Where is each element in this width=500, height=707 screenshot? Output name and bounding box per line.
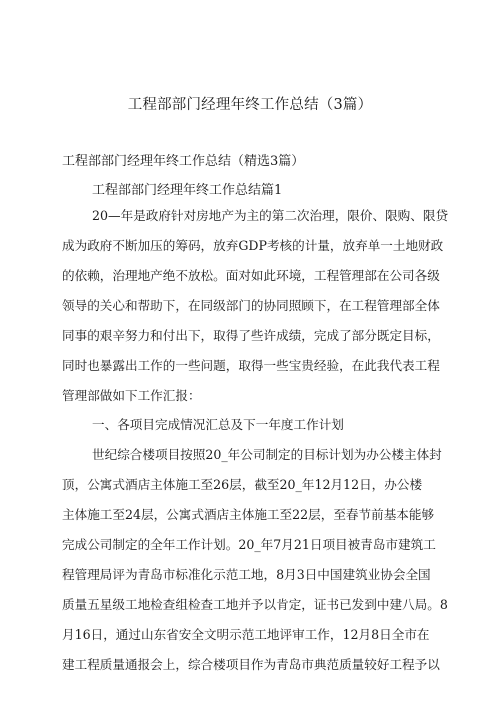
paragraph-line: 主体施工至24层，公寓式酒店主体施工至22层，至春节前基本能够 (62, 507, 435, 522)
paragraph-line: 领导的关心和帮助下，在同级部门的协同照顾下，在工程管理部全体 (62, 298, 440, 313)
paragraph-line: 月16日，通过山东省安全文明示范工地评审工作，12月8日全市在 (62, 627, 430, 642)
paragraph-line: 管理部做如下工作汇报： (62, 388, 201, 403)
paragraph-line: 同时也暴露出工作的一些问题，取得一些宝贵经验，在此我代表工程 (62, 358, 440, 373)
paragraph-line: 成为政府不断加压的筹码，放弃GDP考核的计量，放弃单一土地财政 (62, 238, 444, 253)
section-heading: 一、各项目完成情况汇总及下一年度工作计划 (92, 417, 344, 432)
paragraph-line: 质量五星级工地检查组检查工地并予以肯定，证书已发到中建八局。8 (62, 597, 448, 612)
document-title: 工程部部门经理年终工作总结（3篇） (127, 97, 373, 113)
paragraph-line: 20—年是政府针对房地产为主的第二次治理，限价、限购、限贷 (92, 208, 449, 223)
paragraph-line: 完成公司制定的全年工作计划。20_年7月21日项目被青岛市建筑工 (62, 537, 436, 552)
document-subtitle: 工程部部门经理年终工作总结（精选3篇） (62, 154, 305, 169)
paragraph-line: 顶，公寓式酒店主体施工至26层，截至20_年12月12日，办公楼 (62, 477, 423, 492)
paragraph-line: 程管理局评为青岛市标准化示范工地，8月3日中国建筑业协会全国 (62, 567, 431, 582)
paragraph-line: 同事的艰辛努力和付出下，取得了些许成绩，完成了部分既定目标， (62, 328, 440, 343)
paragraph-line: 建工程质量通报会上，综合楼项目作为青岛市典范质量较好工程予以 (62, 657, 440, 672)
paragraph-line: 世纪综合楼项目按照20_年公司制定的目标计划为办公楼主体封 (92, 447, 442, 462)
section-title: 工程部部门经理年终工作总结篇1 (92, 183, 283, 198)
paragraph-line: 的依赖，治理地产绝不放松。面对如此环境，工程管理部在公司各级 (62, 268, 440, 283)
